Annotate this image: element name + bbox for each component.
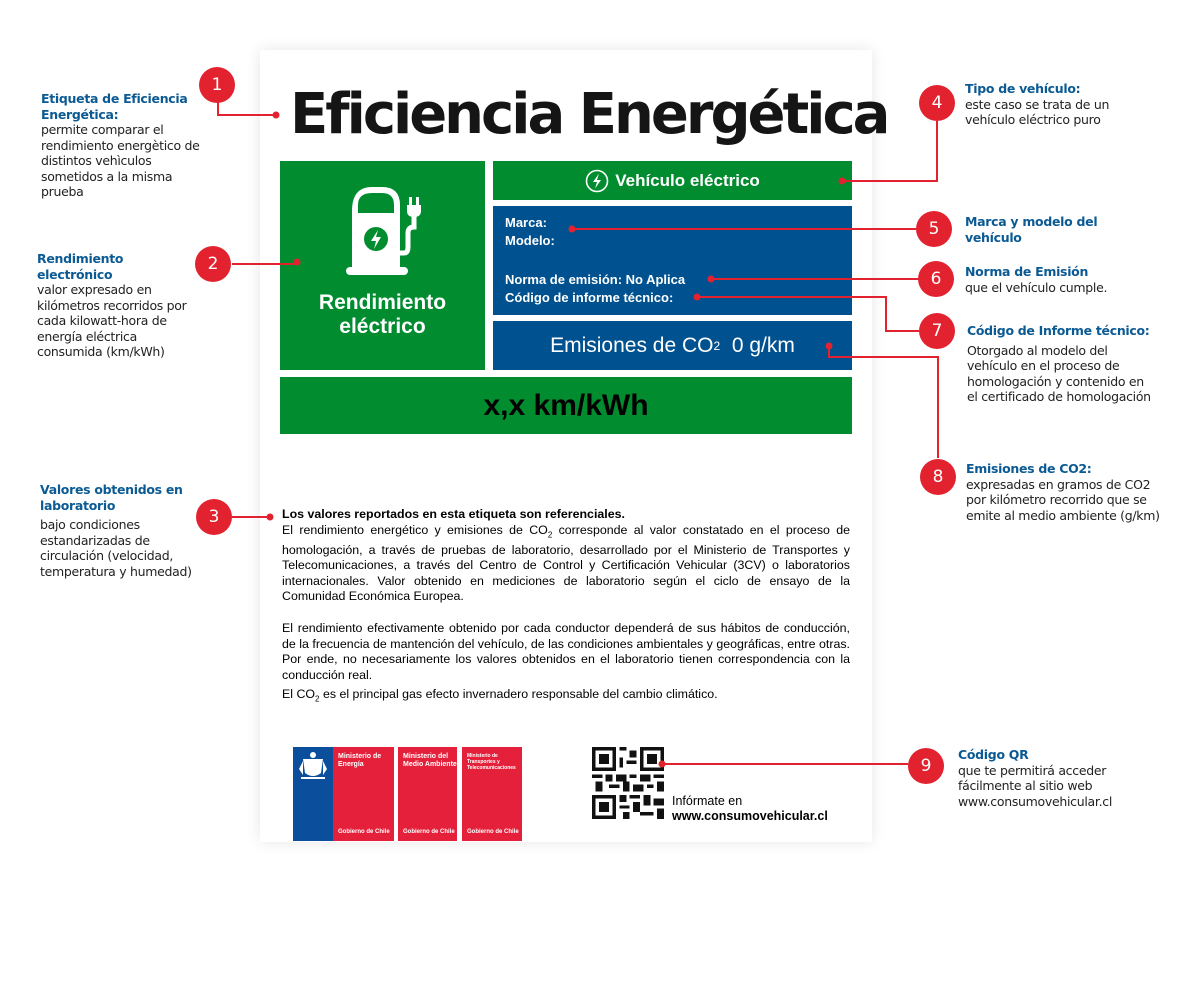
- annotation-badge-1: 1: [199, 67, 235, 103]
- disclaimer-paragraph-3: El $CO_2$ es el principal gas efecto invernadero responsable del cambio climático.: [282, 687, 718, 704]
- annotation-4: Tipo de vehículo: este caso se trata de un vehículo eléctrico puro: [965, 81, 1110, 127]
- model-field: Modelo:: [505, 233, 555, 248]
- connector-dot-4: [839, 178, 846, 185]
- connector-dot-6: [708, 276, 715, 283]
- annotation-badge-2: 2: [195, 246, 231, 282]
- ministry-environment-logo: Ministerio del Medio Ambiente Gobierno de Chile: [398, 747, 457, 841]
- label-title: Eficiencia Energética: [290, 82, 888, 147]
- qr-caption: Infórmate en www.consumovehicular.cl: [672, 794, 828, 823]
- electric-performance-label: Rendimiento eléctrico: [318, 291, 447, 338]
- annotation-badge-3: 3: [196, 499, 232, 535]
- annotation-5: Marca y modelo del vehículo: [965, 214, 1098, 245]
- disclaimer-paragraph-1: El rendimiento energético y emisiones de $CO_2$ corresponde al valor constatado en el proceso de homologación, a través de pruebas de laboratorio, desarrollado por el Ministerio de Transportes y Telecomunicaciones, a través del Centro de Control y Certificación Vehicular (3CV) o laboratorios internacionales. Valor obtenido en mediciones de laboratorio según el ciclo de ensayo de la Comunidad Económica Europea.: [282, 522, 851, 604]
- annotation-9: Código QR que te permitirá acceder fácilmente al sitio web www.consumovehicular.cl: [958, 747, 1113, 809]
- annotation-1: Etiqueta de Eficiencia Energética: permite comparar el rendimiento energètico de distintos vehìculos sometidos a la misma prueba: [41, 91, 200, 199]
- connector-dot-1: [273, 112, 280, 119]
- annotation-badge-5: 5: [916, 211, 952, 247]
- ministry-energy-logo: Ministerio de Energía Gobierno de Chile: [333, 747, 394, 841]
- annotation-badge-7: 7: [919, 313, 955, 349]
- connector-dot-9: [659, 761, 666, 768]
- connector-7: [697, 297, 919, 331]
- connector-8: [829, 348, 938, 458]
- annotation-badge-4: 4: [919, 85, 955, 121]
- vehicle-type-label: Vehículo eléctrico: [615, 170, 760, 190]
- annotation-badge-9: 9: [908, 748, 944, 784]
- connector-dot-3: [267, 514, 274, 521]
- disclaimer-heading: Los valores reportados en esta etiqueta son referenciales.: [282, 507, 625, 521]
- ministry-transport-logo: Ministerio de Transportes y Telecomunicaciones Gobierno de Chile: [462, 747, 522, 841]
- connector-dot-7: [694, 294, 701, 301]
- co2-emissions-box: Emisiones de CO 2 0 g/km: [493, 321, 852, 370]
- connector-dot-8: [826, 343, 833, 350]
- annotation-6: Norma de Emisión que el vehículo cumple.: [965, 264, 1108, 295]
- annotation-8: Emisiones de CO2: expresadas en gramos de CO2 por kilómetro recorrido que se emite al medio ambiente (g/km): [966, 461, 1160, 523]
- annotation-2: Rendimiento electrónico valor expresado en kilómetros recorridos por cada kilowatt-hora de energía eléctrica consumida (km/kWh): [37, 251, 187, 359]
- website-link[interactable]: www.consumovehicular.cl: [672, 809, 828, 823]
- annotation-3: Valores obtenidos en laboratorio bajo condiciones estandarizadas de circulación (velocidad, temperatura y humedad): [40, 482, 192, 579]
- efficiency-value: x,x km/kWh: [483, 388, 649, 422]
- annotation-badge-8: 8: [920, 459, 956, 495]
- co2-value: 0 g/km: [731, 333, 795, 357]
- connector-dot-2: [294, 259, 301, 266]
- technical-report-code-field: Código de informe técnico:: [505, 290, 674, 305]
- brand-field: Marca:: [505, 215, 547, 230]
- annotation-badge-6: 6: [918, 261, 954, 297]
- connector-dot-5: [569, 226, 576, 233]
- disclaimer-paragraph-2: El rendimiento efectivamente obtenido por cada conductor dependerá de sus hábitos de conducción, de la frecuencia de mantención del vehículo, de las condiciones ambientales y geográficas, entre otras. Por ende, no necesariamente los valores obtenidos en el laboratorio tienen correspondencia con la conducción real.: [282, 621, 850, 682]
- annotation-7: Código de Informe técnico: Otorgado al modelo del vehículo en el proceso de homologación y contenido en el certificado de homologación: [967, 323, 1151, 404]
- emission-standard-field: Norma de emisión: No Aplica: [505, 272, 686, 287]
- connector-4: [842, 121, 937, 181]
